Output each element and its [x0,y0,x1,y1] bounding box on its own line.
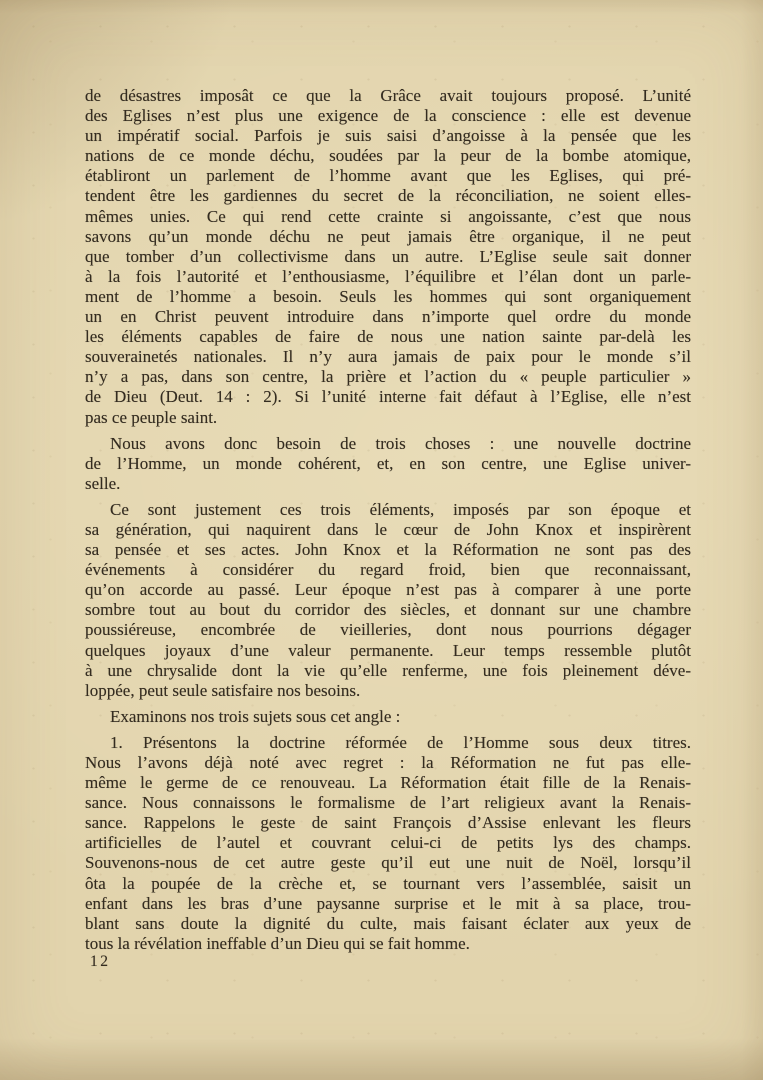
text-line: Examinons nos trois sujets sous cet angle : [110,706,401,726]
text-line: Nous l’avons déjà noté avec regret : la Réformation ne fut pas elle- [85,753,691,772]
text-line: Souvenons-nous de cet autre geste qu’il eut une nuit de Noël, lorsqu’il [85,853,691,873]
text-line: de désastres imposât ce que la Grâce avait toujours proposé. L’unité [85,86,691,105]
text-line: des Eglises n’est plus une exigence de la conscience : elle est devenue [85,106,691,126]
text-line: mêmes unies. Ce qui rend cette crainte si angoissante, c’est que nous [85,206,691,226]
paragraph [85,500,691,701]
text-line: à une chrysalide dont la vie qu’elle renferme, une fois pleinement déve- [85,660,691,680]
text-line: selle. [85,473,121,493]
text-line: savons qu’un monde déchu ne peut jamais être organique, il ne peut [85,226,691,246]
text-line: quelques joyaux d’une valeur permanente. Leur temps ressemble plutôt [85,640,691,660]
paragraph [85,434,691,494]
text-line: établiront un parlement de l’homme avant que les Eglises, qui pré- [85,166,691,186]
text-line: Ce sont justement ces trois éléments, imposés par son époque et [110,499,691,519]
text-line: pas ce peuple saint. [85,407,218,427]
text-block [85,86,691,954]
text-line: de l’Homme, un monde cohérent, et, en son centre, une Eglise univer- [85,453,691,473]
text-line: Nous avons donc besoin de trois choses : une nouvelle doctrine [110,433,691,453]
text-line: événements à considérer du regard froid, bien que reconnaissant, [85,560,691,580]
text-line: tous la révélation ineffable d’un Dieu qui se fait homme. [85,933,470,953]
text-line: sa pensée et ses actes. John Knox et la Réformation ne sont pas des [85,540,691,560]
text-line: de Dieu (Deut. 14 : 2). Si l’unité interne fait défaut à l’Eglise, elle n’est [85,387,691,407]
text-line: souverainetés nationales. Il n’y aura jamais de paix pour le monde s’il [85,347,691,367]
text-line: n’y a pas, dans son centre, la prière et l’action du « peuple particulier » [85,367,691,387]
text-line: 1. Présentons la doctrine réformée de l’Homme sous deux titres. [110,732,691,752]
text-line: nations de ce monde déchu, soudées par la peur de la bombe atomique, [85,146,691,166]
text-line: ment de l’homme a besoin. Seuls les hommes qui sont organiquement [85,286,691,306]
text-line: loppée, peut seule satisfaire nos besoins. [85,680,361,700]
text-line: que tomber d’un collectivisme dans un autre. L’Eglise seule sait donner [85,246,691,266]
text-line: qu’on accorde au passé. Leur époque n’est pas à comparer à une porte [85,580,691,600]
text-line: tendent être les gardiennes du secret de la réconciliation, ne soient elles- [85,186,691,206]
text-line: sombre tout au bout du corridor des siècles, et donnant sur une chambre [85,600,691,620]
text-line: ôta la poupée de la crèche et, se tournant vers l’assemblée, saisit un [85,873,691,893]
text-line: à la fois l’autorité et l’enthousiasme, l’équilibre et l’élan dont un parle- [85,266,691,286]
paragraph [85,707,691,727]
text-line: sa génération, qui naquirent dans le cœur de John Knox et inspirèrent [85,519,691,539]
text-line: sance. Rappelons le geste de saint François d’Assise enlevant les fleurs [85,813,691,833]
text-line: un en Christ peuvent introduire dans n’importe quel ordre du monde [85,307,691,327]
text-line: les éléments capables de faire de nous une nation sainte par-delà les [85,327,691,347]
paragraph [85,733,691,954]
text-line: même le germe de ce renouveau. La Réformation était fille de la Renais- [85,773,691,793]
text-line: sance. Nous connaissons le formalisme de l’art religieux avant la Renais- [85,793,691,813]
text-line: enfant dans les bras d’une paysanne surprise et le mit à sa place, trou- [85,893,691,913]
text-line: blant sans doute la dignité du culte, mais faisant éclater aux yeux de [85,913,691,933]
text-line: poussiéreuse, encombrée de vieilleries, dont nous pourrions dégager [85,620,691,640]
page-number: 12 [90,953,111,970]
paragraph [85,86,691,428]
text-line: un impératif social. Parfois je suis saisi d’angoisse à la pensée que les [85,126,691,146]
text-line: artificielles de l’autel et couvrant celui-ci de petits lys des champs. [85,833,691,853]
